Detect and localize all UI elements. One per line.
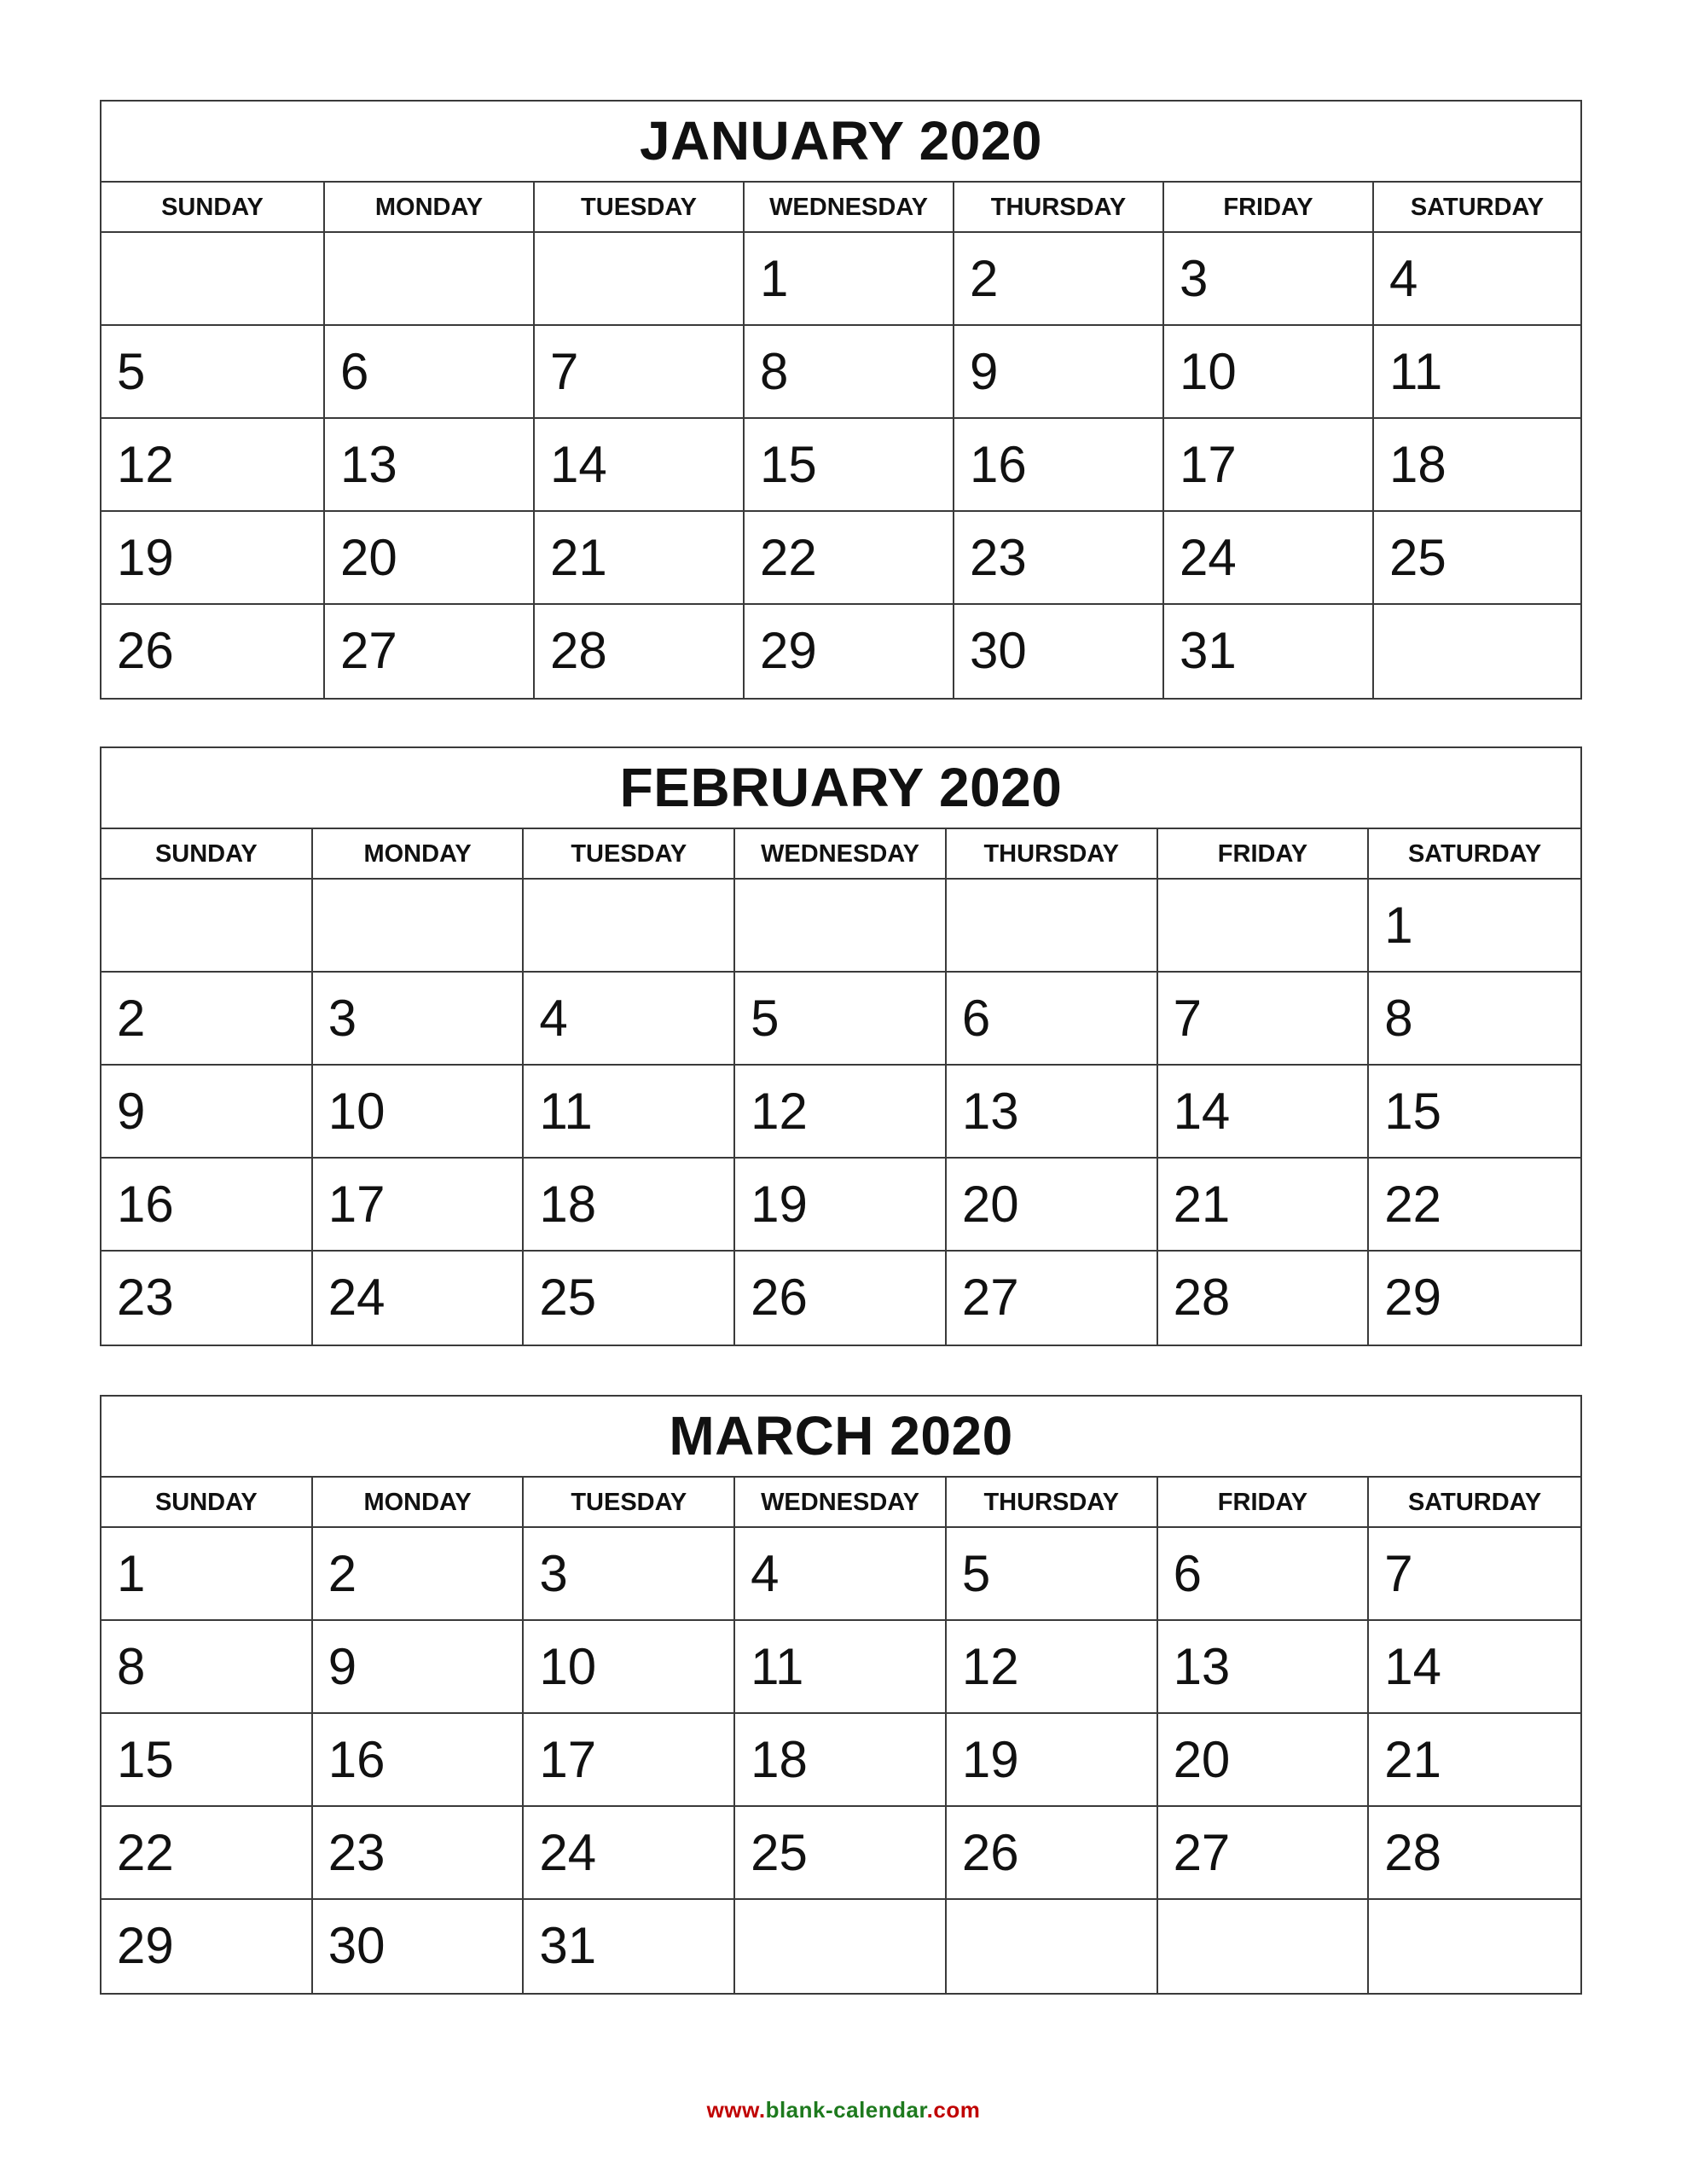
day-cell: 10: [313, 1066, 525, 1159]
day-cell: 14: [1369, 1621, 1580, 1714]
day-cell: 23: [313, 1807, 525, 1900]
day-cell: [735, 1900, 947, 1993]
day-cell: 13: [325, 419, 535, 512]
day-cell: 1: [745, 233, 954, 326]
weekday-header: FRIDAY: [1164, 183, 1374, 233]
day-cell: 26: [947, 1807, 1158, 1900]
day-cell: 7: [1158, 973, 1370, 1066]
weekday-header: SATURDAY: [1369, 1478, 1580, 1528]
day-cell: [313, 880, 525, 973]
day-cell: [1158, 1900, 1370, 1993]
month-title: MARCH 2020: [101, 1397, 1580, 1478]
day-cell: 3: [524, 1528, 735, 1621]
weekday-header: WEDNESDAY: [745, 183, 954, 233]
day-cell: 11: [735, 1621, 947, 1714]
day-cell: 20: [947, 1159, 1158, 1252]
day-cell: 21: [535, 512, 745, 605]
day-cell: 20: [325, 512, 535, 605]
weekday-header: SATURDAY: [1374, 183, 1580, 233]
day-cell: [735, 880, 947, 973]
day-cell: 25: [1374, 512, 1580, 605]
day-cell: 15: [745, 419, 954, 512]
day-cell: 15: [101, 1714, 313, 1807]
day-cell: 23: [101, 1252, 313, 1345]
day-cell: 29: [101, 1900, 313, 1993]
day-cell: 27: [325, 605, 535, 698]
day-cell: [1158, 880, 1370, 973]
day-cell: 31: [524, 1900, 735, 1993]
day-cell: 24: [313, 1252, 525, 1345]
month-calendar-february: [100, 746, 1582, 1346]
weekday-header: MONDAY: [313, 1478, 525, 1528]
day-cell: 21: [1158, 1159, 1370, 1252]
day-cell: 28: [1158, 1252, 1370, 1345]
day-cell: 12: [735, 1066, 947, 1159]
day-cell: 18: [1374, 419, 1580, 512]
day-cell: 25: [524, 1252, 735, 1345]
day-cell: 11: [1374, 326, 1580, 419]
weekday-header: SUNDAY: [101, 183, 325, 233]
weekday-header: TUESDAY: [524, 1478, 735, 1528]
weekday-header: THURSDAY: [954, 183, 1164, 233]
day-cell: 23: [954, 512, 1164, 605]
day-cell: 25: [735, 1807, 947, 1900]
day-cell: 26: [101, 605, 325, 698]
day-cell: 4: [1374, 233, 1580, 326]
month-title: FEBRUARY 2020: [101, 748, 1580, 829]
day-cell: [947, 880, 1158, 973]
day-cell: 27: [1158, 1807, 1370, 1900]
day-cell: 10: [524, 1621, 735, 1714]
day-cell: 19: [101, 512, 325, 605]
day-cell: 18: [735, 1714, 947, 1807]
day-cell: 2: [313, 1528, 525, 1621]
day-cell: 1: [101, 1528, 313, 1621]
day-cell: 1: [1369, 880, 1580, 973]
day-cell: 22: [101, 1807, 313, 1900]
day-cell: 7: [535, 326, 745, 419]
day-cell: 26: [735, 1252, 947, 1345]
day-cell: 15: [1369, 1066, 1580, 1159]
day-cell: 16: [313, 1714, 525, 1807]
day-cell: [1374, 605, 1580, 698]
day-cell: 9: [101, 1066, 313, 1159]
footer-website-link[interactable]: [0, 2097, 1687, 2123]
day-cell: 11: [524, 1066, 735, 1159]
day-cell: 12: [947, 1621, 1158, 1714]
day-cell: 9: [313, 1621, 525, 1714]
day-cell: 6: [325, 326, 535, 419]
day-cell: 10: [1164, 326, 1374, 419]
day-cell: 2: [101, 973, 313, 1066]
weekday-header: MONDAY: [325, 183, 535, 233]
weekday-header: FRIDAY: [1158, 829, 1370, 880]
month-title: JANUARY 2020: [101, 102, 1580, 183]
day-cell: 6: [1158, 1528, 1370, 1621]
weekday-header: SUNDAY: [101, 1478, 313, 1528]
day-cell: 6: [947, 973, 1158, 1066]
day-cell: [524, 880, 735, 973]
calendar-grid: [101, 183, 1580, 698]
day-cell: 2: [954, 233, 1164, 326]
month-calendar-march: [100, 1395, 1582, 1995]
day-cell: 3: [1164, 233, 1374, 326]
day-cell: 24: [1164, 512, 1374, 605]
day-cell: 14: [535, 419, 745, 512]
day-cell: [101, 233, 325, 326]
calendar-grid: [101, 1478, 1580, 1993]
weekday-header: MONDAY: [313, 829, 525, 880]
day-cell: 13: [947, 1066, 1158, 1159]
day-cell: 20: [1158, 1714, 1370, 1807]
weekday-header: WEDNESDAY: [735, 1478, 947, 1528]
weekday-header: WEDNESDAY: [735, 829, 947, 880]
day-cell: 31: [1164, 605, 1374, 698]
day-cell: 29: [1384, 1269, 1442, 1326]
day-cell: 17: [1164, 419, 1374, 512]
day-cell: 4: [735, 1528, 947, 1621]
day-cell: 13: [1158, 1621, 1370, 1714]
day-cell: 16: [954, 419, 1164, 512]
day-cell: 14: [1158, 1066, 1370, 1159]
day-cell: [101, 880, 313, 973]
day-cell: 22: [745, 512, 954, 605]
day-cell: [535, 233, 745, 326]
day-cell: 17: [524, 1714, 735, 1807]
footer-prefix: www.: [706, 2097, 766, 2123]
day-cell: 24: [524, 1807, 735, 1900]
day-cell: 8: [1369, 973, 1580, 1066]
day-cell: 5: [735, 973, 947, 1066]
day-cell: 4: [524, 973, 735, 1066]
day-cell: 29: [745, 605, 954, 698]
weekday-header: SUNDAY: [101, 829, 313, 880]
day-cell: 28: [535, 605, 745, 698]
day-cell: 17: [313, 1159, 525, 1252]
weekday-header: FRIDAY: [1158, 1478, 1370, 1528]
day-cell: 8: [101, 1621, 313, 1714]
day-cell: [947, 1900, 1158, 1993]
day-cell: 9: [954, 326, 1164, 419]
day-cell: 27: [947, 1252, 1158, 1345]
day-cell: [325, 233, 535, 326]
weekday-header: THURSDAY: [947, 1478, 1158, 1528]
weekday-header: THURSDAY: [947, 829, 1158, 880]
weekday-header: TUESDAY: [535, 183, 745, 233]
day-cell: 8: [745, 326, 954, 419]
day-cell: 3: [313, 973, 525, 1066]
day-cell: 19: [947, 1714, 1158, 1807]
day-cell: 5: [947, 1528, 1158, 1621]
day-cell: 22: [1369, 1159, 1580, 1252]
day-cell: 18: [524, 1159, 735, 1252]
calendar-grid: [101, 829, 1580, 1345]
day-cell: [1369, 1900, 1580, 1993]
day-cell: 12: [101, 419, 325, 512]
month-calendar-january: [100, 100, 1582, 700]
day-cell: 19: [735, 1159, 947, 1252]
day-cell: 7: [1369, 1528, 1580, 1621]
day-cell: 5: [101, 326, 325, 419]
footer-site-name: blank-calendar: [765, 2097, 927, 2123]
day-cell: 28: [1369, 1807, 1580, 1900]
day-cell: 30: [313, 1900, 525, 1993]
day-cell: 30: [954, 605, 1164, 698]
day-cell: 21: [1369, 1714, 1580, 1807]
day-cell: 16: [101, 1159, 313, 1252]
weekday-header: TUESDAY: [524, 829, 735, 880]
footer-suffix: .com: [926, 2097, 981, 2123]
weekday-header: SATURDAY: [1369, 829, 1580, 880]
